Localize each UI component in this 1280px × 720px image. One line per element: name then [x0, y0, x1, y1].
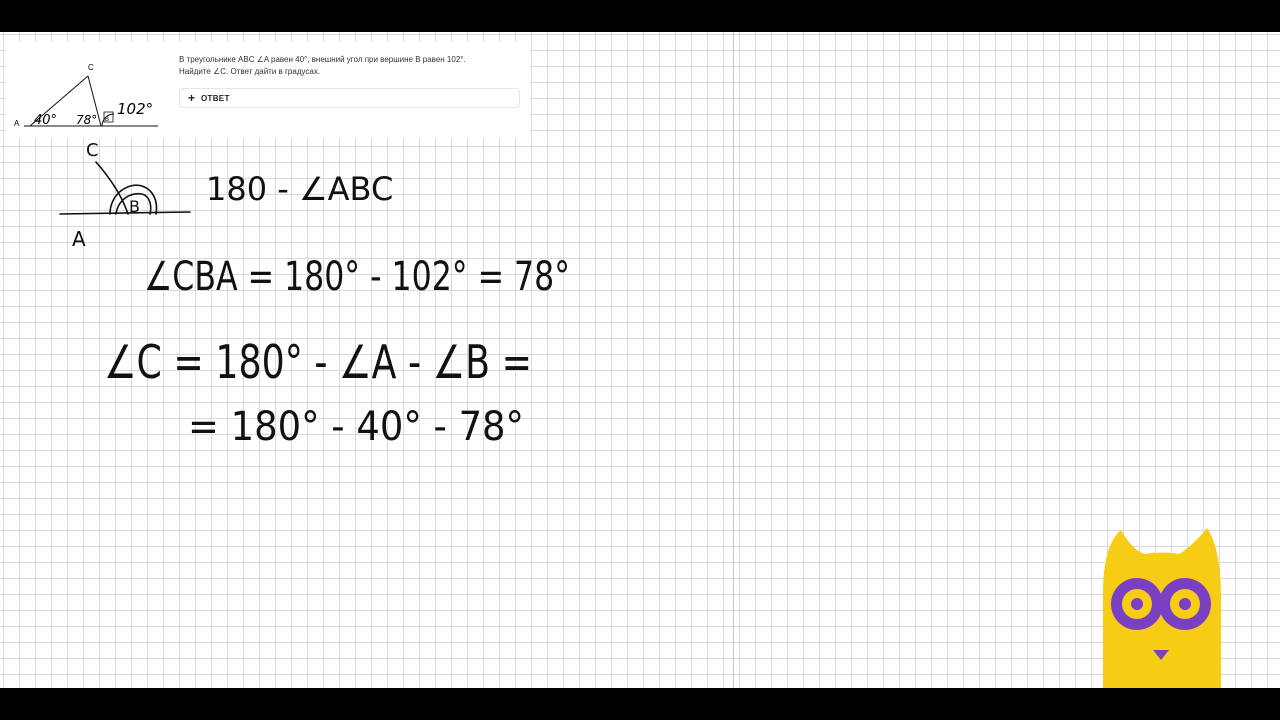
- exterior-angle-label: 102°: [117, 100, 154, 118]
- sketch-label-a: A: [72, 227, 86, 251]
- task-statement: В треугольнике ABC ∠A равен 40°, внешний угол при вершине B равен 102°. Найдите ∠C. Ответ дайти в градусах.: [179, 55, 466, 76]
- top-letterbox: [0, 0, 1280, 32]
- solution-line-1: ∠CBA = 180° - 102° = 78°: [144, 254, 570, 300]
- vertex-label-b: B: [105, 117, 110, 123]
- vertex-label-c: C: [88, 63, 94, 72]
- angle-a-label: 40°: [34, 113, 58, 128]
- answer-label: ОТВЕТ: [201, 93, 230, 103]
- handwritten-note: 180 - ∠ABC: [206, 170, 394, 208]
- angle-b-label: 78°: [76, 113, 98, 127]
- owl-mascot-icon: [1095, 522, 1225, 688]
- bottom-letterbox: [0, 688, 1280, 720]
- vertex-label-a: A: [14, 119, 20, 128]
- solution-line-3: = 180° - 40° - 78°: [188, 404, 524, 450]
- sketch-label-b: B: [129, 197, 140, 216]
- solution-line-2: ∠C = 180° - ∠A - ∠B =: [104, 335, 532, 389]
- handwritten-solution: [0, 32, 740, 472]
- sketch-label-c: C: [86, 140, 99, 161]
- whiteboard-canvas[interactable]: [0, 32, 1280, 688]
- plus-icon: +: [188, 91, 196, 105]
